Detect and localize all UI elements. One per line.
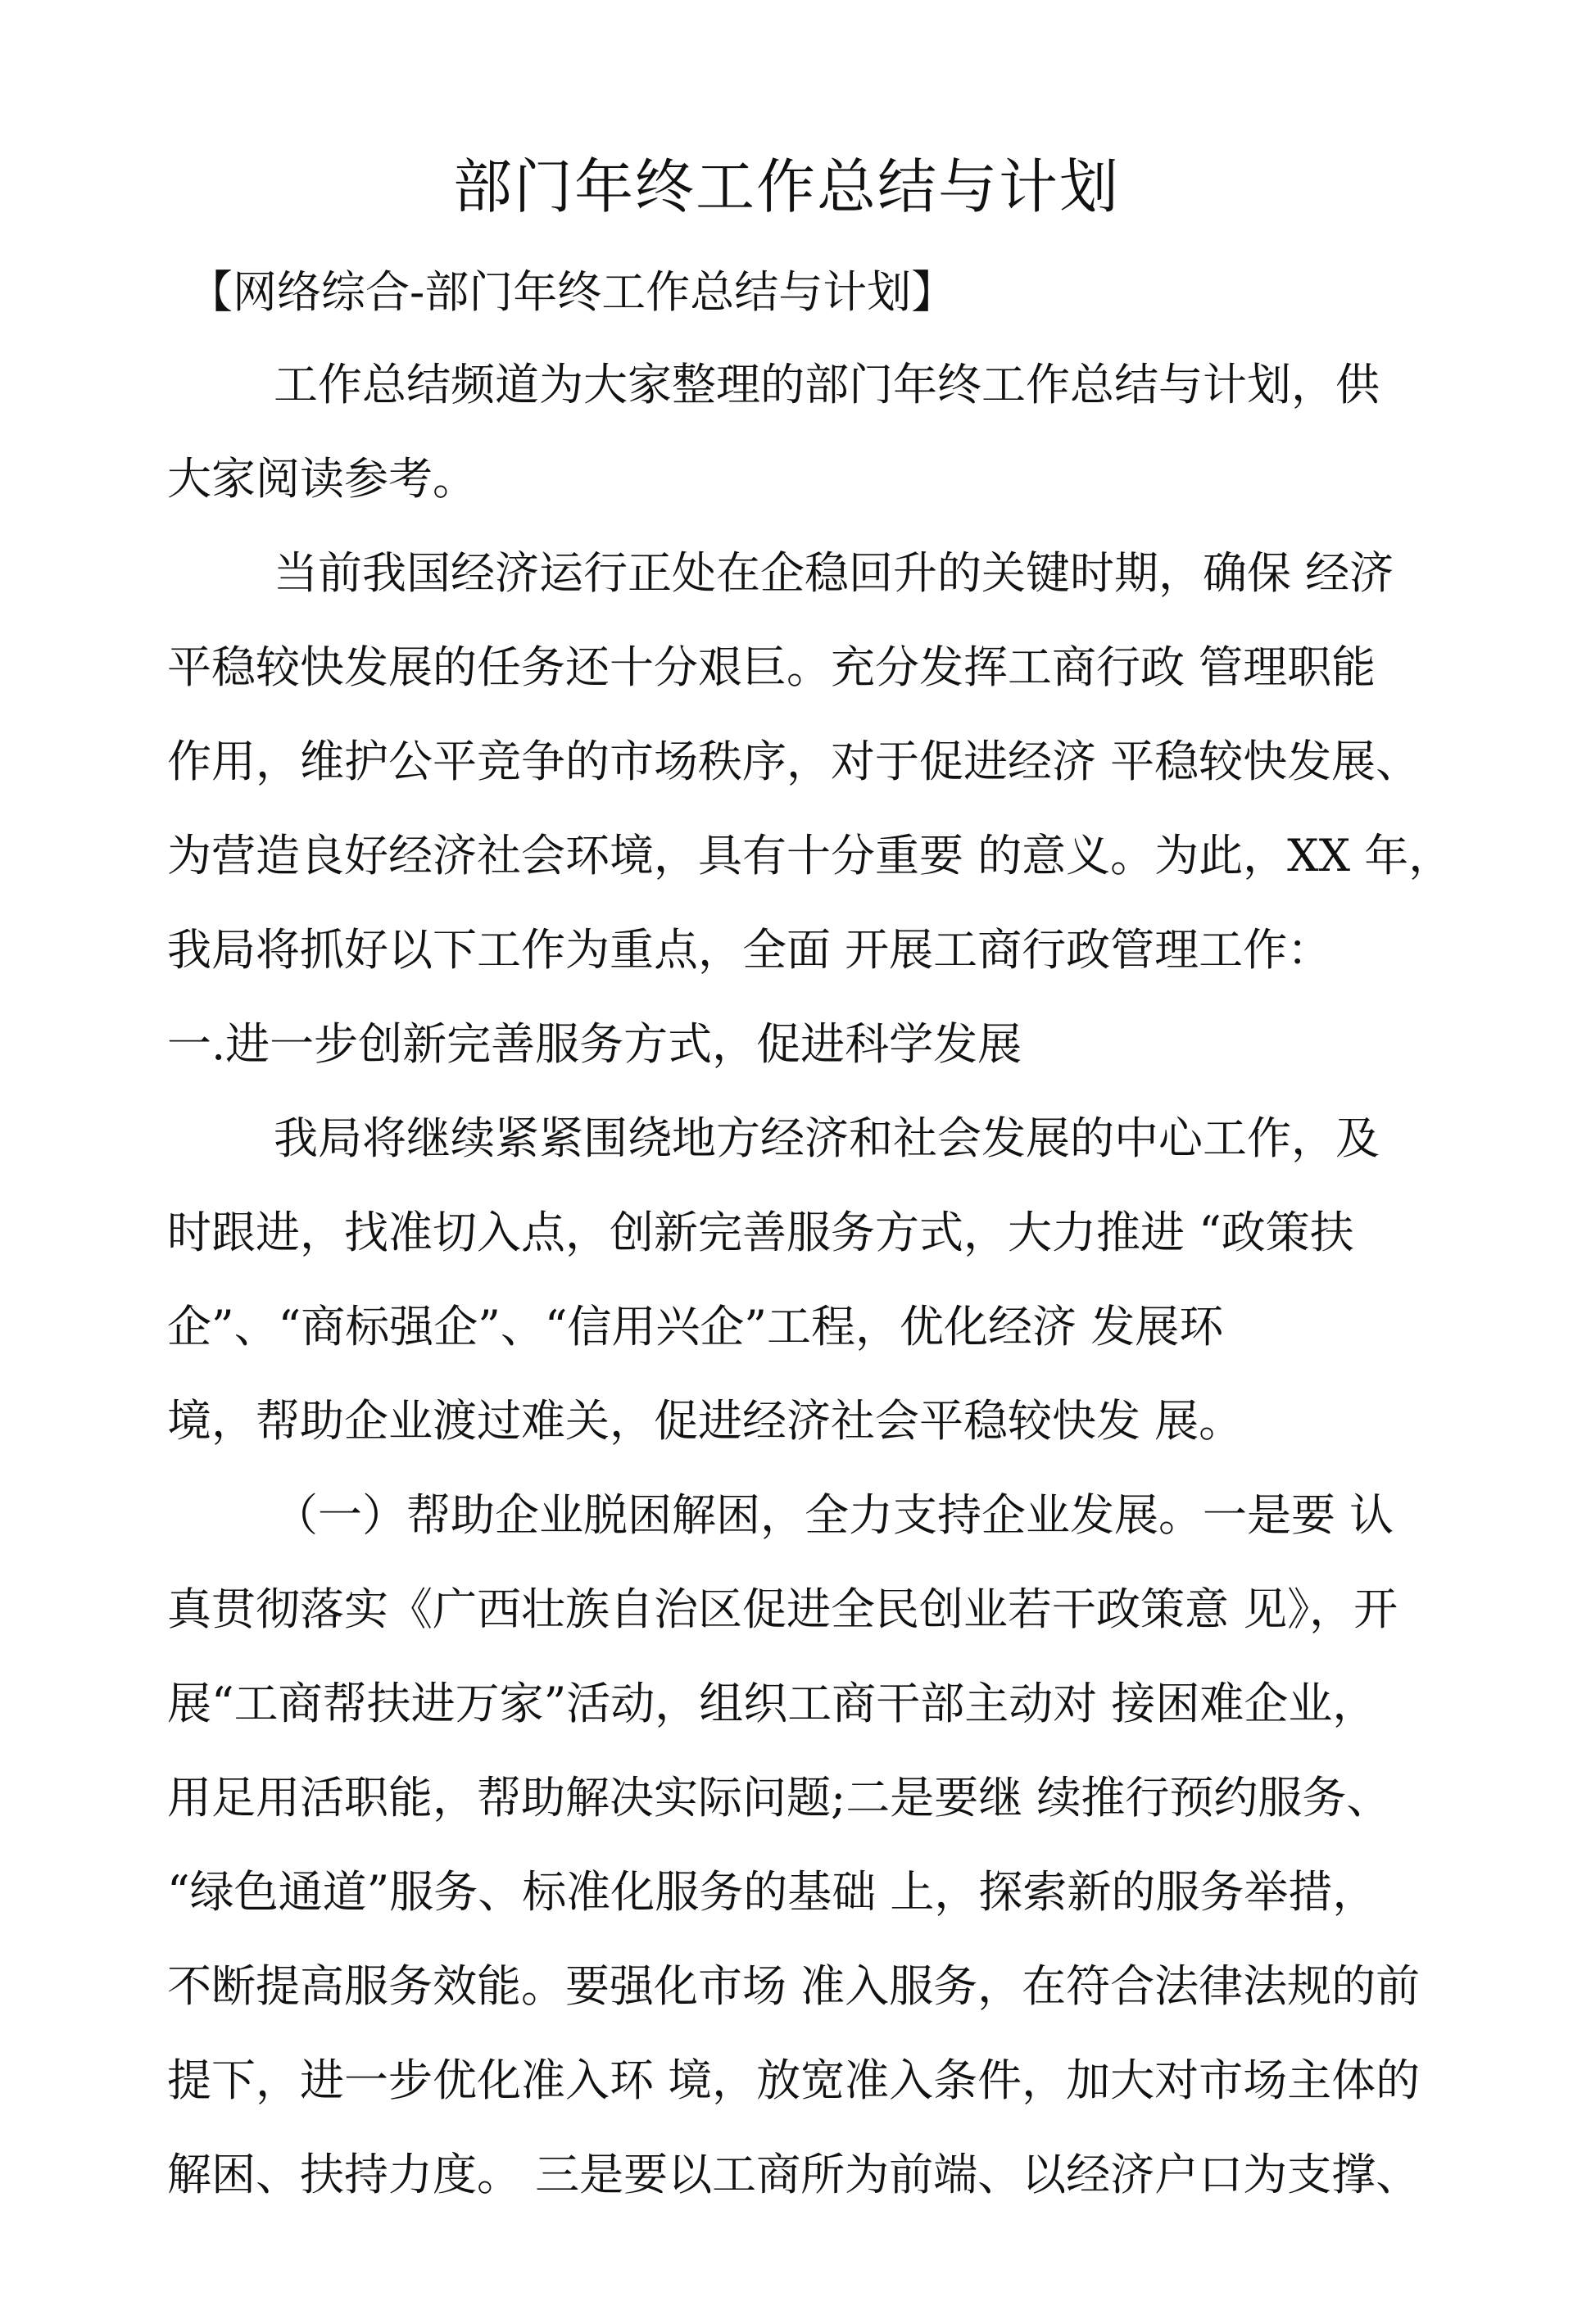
body-line: 展“工商帮扶进万家”活动，组织工商干部主动对 接困难企业， [167, 1678, 1377, 1729]
body-line: （一）帮助企业脱困解困，全力支持企业发展。一是要 认 [274, 1489, 1394, 1541]
body-line: 我局将继续紧紧围绕地方经济和社会发展的中心工作，及 [274, 1112, 1380, 1164]
document-subtitle: 【网络综合-部门年终工作总结与计划】 [188, 266, 956, 318]
section-heading: 一.进一步创新完善服务方式，促进科学发展 [167, 1018, 1022, 1070]
body-line: 真贯彻落实《广西壮族自治区促进全民创业若干政策意 见》，开 [167, 1583, 1398, 1635]
body-line: 企”、“商标强企”、“信用兴企”工程，优化经济 发展环 [167, 1301, 1224, 1352]
document-title: 部门年终工作总结与计划 [452, 152, 1120, 221]
body-line: 不断提高服务效能。要强化市场 准入服务，在符合法律法规的前 [167, 1960, 1421, 2012]
body-line: 用足用活职能，帮助解决实际问题;二是要继 续推行预约服务、 [167, 1772, 1391, 1823]
body-line: 平稳较快发展的任务还十分艰巨。充分发挥工商行政 管理职能 [167, 641, 1376, 693]
body-line: 大家阅读参考。 [167, 453, 477, 505]
body-line: 我局将抓好以下工作为重点，全面 开展工商行政管理工作： [167, 924, 1332, 976]
body-line: 工作总结频道为大家整理的部门年终工作总结与计划，供 [274, 359, 1380, 410]
body-line: 解困、扶持力度。 三是要以工商所为前端、以经济户口为支撑、 [167, 2149, 1421, 2200]
body-line: 境，帮助企业渡过难关，促进经济社会平稳较快发 展。 [167, 1395, 1244, 1447]
body-line: 当前我国经济运行正处在企稳回升的关键时期，确保 经济 [274, 547, 1394, 599]
body-line: 作用，维护公平竞争的市场秩序，对于促进经济 平稳较快发展、 [167, 736, 1421, 787]
body-line: 为营造良好经济社会环境，具有十分重要 的意义。为此，XX 年， [167, 830, 1453, 881]
body-line: 时跟进，找准切入点，创新完善服务方式，大力推进 “政策扶 [167, 1207, 1354, 1258]
body-line: “绿色通道”服务、标准化服务的基础 上，探索新的服务举措， [167, 1866, 1377, 1918]
body-line: 提下，进一步优化准入环 境，放宽准入条件，加大对市场主体的 [167, 2054, 1421, 2106]
